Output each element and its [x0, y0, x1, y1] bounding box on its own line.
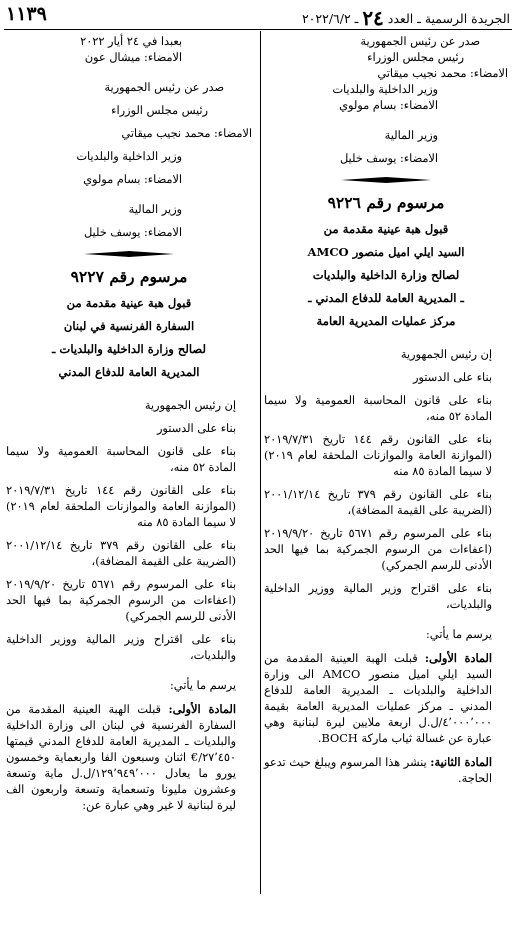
page-header [0, 0, 516, 28]
interior-signature: الامضاء: بسام مولوي [83, 173, 182, 186]
decree-9226-subject-5: مركز عمليات المديرية العامة [316, 314, 456, 328]
decree-9227-subject-4: المديرية العامة للدفاع المدني [58, 365, 200, 379]
left-column [6, 34, 252, 814]
interior-minister-title: وزير الداخلية والبلديات [332, 83, 438, 96]
decree-9227-basis-law-379: بناء على القانون رقم ٣٧٩ تاريخ ٢٠٠١/١٢/١٤ (الضريبة على القيمة المضافة)، [6, 539, 236, 568]
decree-9226-article-1 [264, 650, 508, 747]
article-1-text: قبلت الهبة العينية المقدمة من السفارة الفرنسية في لبنان الى وزارة الداخلية والبلديات ـ المديرية العامة للدفاع المدني قيمتها ٢٧٬٤٥٠/€ اثنان وسبعون الفا واربعماية وخمسون يورو ما يعادل ١٢٩٬٩٤٩٬٠٠٠/ل.ل ماية وتسعة وعشرون مليونا وتسعماية وتسعة واربعون الف ليرة لبنانية لا غير وهي عبارة عن: [6, 703, 236, 812]
header-divider [4, 29, 512, 30]
decree-9227-president: إن رئيس الجمهورية [144, 399, 236, 412]
decree-9226-basis-constitution: بناء على الدستور [412, 371, 492, 384]
decree-9226-subject-4: ـ المديرية العامة للدفاع المدني ـ [308, 291, 464, 305]
section-separator [84, 251, 174, 257]
decree-9227-subject-2: السفارة الفرنسية في لبنان [63, 319, 195, 333]
decree-9226-title: مرسوم رقم ٩٢٢٦ [327, 193, 445, 212]
finance-minister-title: وزير المالية [384, 129, 438, 142]
decree-9227-basis-constitution: بناء على الدستور [156, 422, 236, 435]
decree-9226-subject-1: قبول هبة عينية مقدمة من [323, 222, 449, 236]
decree-9226-decrees: يرسم ما يأتي: [426, 628, 492, 641]
signing-date: بعبدا في ٢٤ أيار ٢٠٢٢ [80, 35, 182, 48]
pm-title: رئيس مجلس الوزراء [367, 51, 464, 64]
article-2-label: المادة الثانية: [430, 755, 492, 769]
decree-9227-subject-1: قبول هبة عينية مقدمة من [66, 296, 192, 310]
article-2-text: ينشر هذا المرسوم ويبلغ حيث تدعو الحاجة. [264, 756, 492, 785]
interior-signature: الامضاء: بسام مولوي [339, 99, 438, 112]
decree-9226-subject-2: السيد ايلي اميل منصور AMCO [307, 245, 465, 259]
article-1-text: قبلت الهبة العينية المقدمة من السيد ايلي اميل منصور AMCO الى وزارة الداخلية والبلديات ـ المديرية العامة للدفاع المدني ـ مركز عمليات المديرية العامة بقيمة ٤٬٠٠٠٬٠٠٠/ل.ل اربعة ملايين ليرة لبنانية وهي عبارة عن غسالة ثياب ماركة BOCH. [264, 652, 492, 745]
decree-9227-basis-decree-5671: بناء على المرسوم رقم ٥٦٧١ تاريخ ٢٠١٩/٩/٢٠ (اعفاءات من الرسوم الجمركية بما فيها الحد الأدنى للرسم الجمركي) [6, 578, 236, 623]
decree-9226-basis-accounting: بناء على قانون المحاسبة العمومية ولا سيما المادة ٥٢ منه، [264, 394, 492, 423]
decree-9226-basis-law-144: بناء على القانون رقم ١٤٤ تاريخ ٢٠١٩/٧/٣١ (الموازنة العامة والموازنات الملحقة لعام ٢٠١٩) لا سيما المادة ٨٥ منه [264, 433, 492, 478]
issued-by: صدر عن رئيس الجمهورية [360, 35, 480, 48]
decree-9227-basis-proposal: بناء على اقتراح وزير المالية ووزير الداخلية والبلديات، [6, 633, 236, 662]
interior-minister-title: وزير الداخلية والبلديات [76, 150, 182, 163]
article-1-label: المادة الأولى: [168, 702, 236, 716]
decree-9226-subject-3: لصالح وزارة الداخلية والبلديات [312, 268, 460, 282]
decree-9226-basis-law-379: بناء على القانون رقم ٣٧٩ تاريخ ٢٠٠١/١٢/١٤ (الضريبة على القيمة المضافة)، [264, 488, 492, 517]
pm-title: رئيس مجلس الوزراء [111, 104, 208, 117]
decree-9227-basis-law-144: بناء على القانون رقم ١٤٤ تاريخ ٢٠١٩/٧/٣١ (الموازنة العامة والموازنات الملحقة لعام ٢٠١٩) لا سيما المادة ٨٥ منه [6, 484, 236, 529]
decree-9226-president: إن رئيس الجمهورية [400, 348, 492, 361]
article-1-label: المادة الأولى: [424, 651, 492, 665]
decree-9227-article-1 [6, 701, 252, 814]
journal-name: الجريدة الرسمية ـ العدد [387, 11, 510, 26]
decree-9227-title: مرسوم رقم ٩٢٢٧ [70, 267, 188, 286]
decree-9226-article-2 [264, 754, 508, 787]
pm-signature: الامضاء: محمد نجيب ميقاتي [121, 127, 252, 140]
finance-signature: الامضاء: يوسف خليل [84, 226, 182, 239]
issue-date: ـ ٢٠٢٢/٦/٢ [301, 11, 359, 26]
issued-by: صدر عن رئيس الجمهورية [104, 81, 224, 94]
decree-9227-subject-3: لصالح وزارة الداخلية والبلديات ـ [52, 342, 206, 356]
pm-signature: الامضاء: محمد نجيب ميقاتي [377, 67, 508, 80]
column-divider [260, 31, 261, 894]
finance-minister-title: وزير المالية [128, 203, 182, 216]
section-separator [341, 177, 431, 183]
page-number: ١١٣٩ [6, 3, 47, 25]
finance-signature: الامضاء: يوسف خليل [340, 152, 438, 165]
president-signature: الامضاء: ميشال عون [84, 51, 182, 64]
decree-9226-basis-decree-5671: بناء على المرسوم رقم ٥٦٧١ تاريخ ٢٠١٩/٩/٢٠ (اعفاءات من الرسوم الجمركية بما فيها الحد الأدنى للرسم الجمركي) [264, 527, 492, 572]
decree-9226-basis-proposal: بناء على اقتراح وزير المالية ووزير الداخلية والبلديات، [264, 582, 492, 611]
issue-number: ٢٤ [362, 6, 384, 30]
decree-9227-basis-accounting: بناء على قانون المحاسبة العمومية ولا سيما المادة ٥٢ منه، [6, 445, 236, 474]
decree-9227-decrees: يرسم ما يأتي: [170, 679, 236, 692]
journal-issue-line [302, 6, 510, 30]
right-column [264, 34, 508, 787]
